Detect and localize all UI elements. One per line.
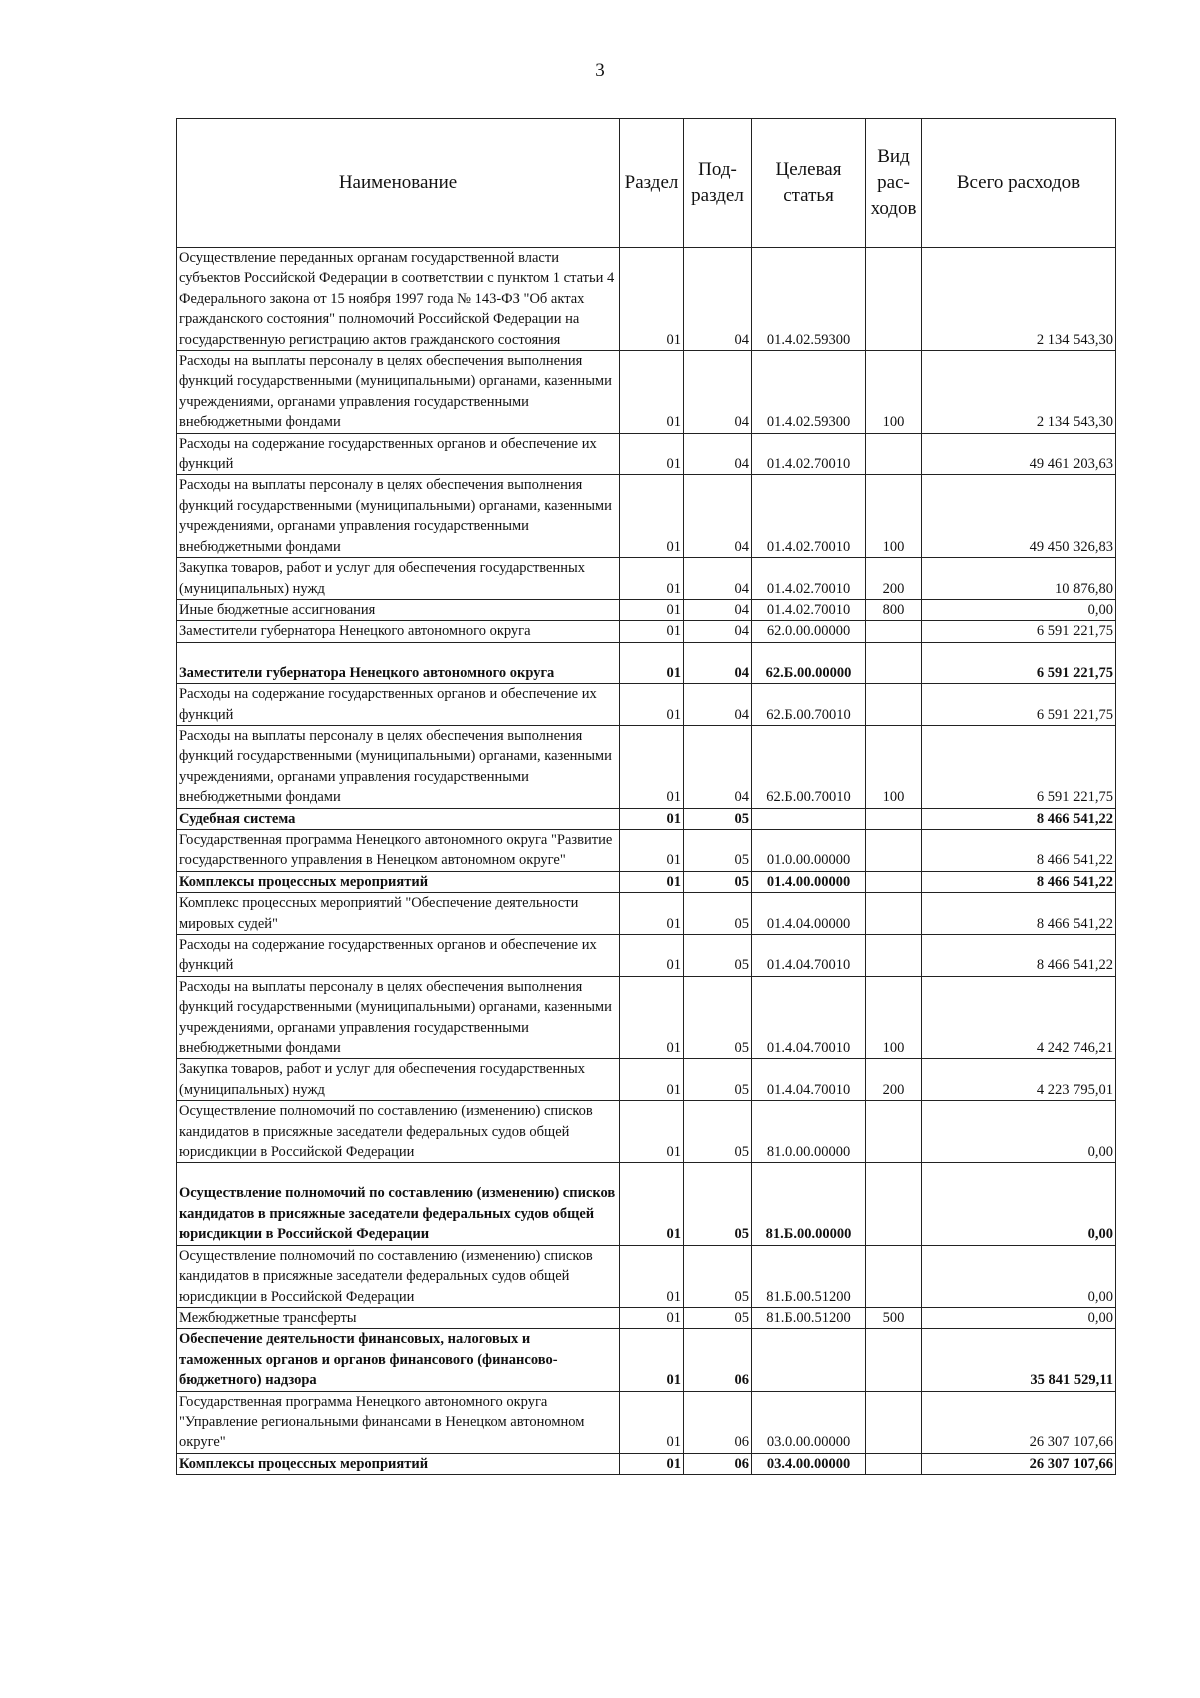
- row-expense-type-cell: [866, 1245, 922, 1307]
- table-row: [177, 433, 1116, 475]
- row-expense-type-cell: [866, 935, 922, 977]
- row-target-cell: [752, 1329, 866, 1391]
- row-section-cell: 01: [620, 642, 684, 683]
- row-target-cell: 01.4.02.70010: [752, 599, 866, 620]
- row-expense-type-cell: 100: [866, 725, 922, 808]
- row-total-cell: 26 307 107,66: [922, 1453, 1116, 1474]
- row-name-cell: Расходы на содержание государственных органов и обеспечение их функций: [177, 433, 620, 475]
- row-total-cell: 6 591 221,75: [922, 642, 1116, 683]
- row-total-cell: 4 242 746,21: [922, 976, 1116, 1059]
- row-total-cell: 8 466 541,22: [922, 829, 1116, 871]
- row-total-cell: 26 307 107,66: [922, 1391, 1116, 1453]
- row-name-cell: Расходы на выплаты персоналу в целях обеспечения выполнения функций государственными (муниципальными) органами, казенными учреждениями, органами управления государственными внебюджетными фондами: [177, 475, 620, 558]
- row-name-cell: Судебная система: [177, 808, 620, 829]
- table-row: [177, 725, 1116, 808]
- table-row: [177, 829, 1116, 871]
- table-row: [177, 248, 1116, 351]
- row-target-cell: 01.4.02.59300: [752, 351, 866, 434]
- table-row: [177, 684, 1116, 726]
- row-subsection-cell: 04: [684, 433, 752, 475]
- row-section-cell: 01: [620, 808, 684, 829]
- row-subsection-cell: 04: [684, 621, 752, 642]
- row-target-cell: 01.4.04.70010: [752, 1059, 866, 1101]
- row-section-cell: 01: [620, 871, 684, 892]
- row-total-cell: 8 466 541,22: [922, 871, 1116, 892]
- table-row: [177, 558, 1116, 600]
- row-subsection-cell: 04: [684, 248, 752, 351]
- table-row: [177, 1453, 1116, 1474]
- row-total-cell: 6 591 221,75: [922, 684, 1116, 726]
- header-target: Целевая статья: [752, 119, 866, 248]
- header-subsection: Под-раздел: [684, 119, 752, 248]
- row-section-cell: 01: [620, 1329, 684, 1391]
- row-subsection-cell: 05: [684, 1245, 752, 1307]
- row-target-cell: 01.4.04.00000: [752, 893, 866, 935]
- row-expense-type-cell: [866, 1163, 922, 1245]
- table-row: [177, 1329, 1116, 1391]
- row-section-cell: 01: [620, 248, 684, 351]
- row-section-cell: 01: [620, 351, 684, 434]
- row-section-cell: 01: [620, 433, 684, 475]
- header-expense-type: Вид рас-ходов: [866, 119, 922, 248]
- row-section-cell: 01: [620, 829, 684, 871]
- row-section-cell: 01: [620, 1101, 684, 1163]
- row-name-cell: Закупка товаров, работ и услуг для обеспечения государственных (муниципальных) нужд: [177, 558, 620, 600]
- row-subsection-cell: 06: [684, 1329, 752, 1391]
- row-target-cell: 62.Б.00.70010: [752, 684, 866, 726]
- table-row: [177, 642, 1116, 683]
- row-target-cell: 01.0.00.00000: [752, 829, 866, 871]
- row-subsection-cell: 05: [684, 976, 752, 1059]
- row-section-cell: 01: [620, 599, 684, 620]
- table-row: [177, 1245, 1116, 1307]
- row-subsection-cell: 04: [684, 725, 752, 808]
- row-subsection-cell: 04: [684, 599, 752, 620]
- budget-table: [176, 118, 1116, 1475]
- row-name-cell: Расходы на выплаты персоналу в целях обеспечения выполнения функций государственными (муниципальными) органами, казенными учреждениями, органами управления государственными внебюджетными фондами: [177, 725, 620, 808]
- row-name-cell: Осуществление полномочий по составлению (изменению) списков кандидатов в присяжные заседатели федеральных судов общей юрисдикции в Российской Федерации: [177, 1163, 620, 1245]
- row-section-cell: 01: [620, 558, 684, 600]
- row-section-cell: 01: [620, 725, 684, 808]
- row-section-cell: 01: [620, 893, 684, 935]
- table-row: [177, 475, 1116, 558]
- row-target-cell: 03.0.00.00000: [752, 1391, 866, 1453]
- row-expense-type-cell: 100: [866, 976, 922, 1059]
- header-name: Наименование: [177, 119, 620, 248]
- row-total-cell: 0,00: [922, 1163, 1116, 1245]
- row-subsection-cell: 05: [684, 1101, 752, 1163]
- row-name-cell: Осуществление переданных органам государственной власти субъектов Российской Федерации в соответствии с пунктом 1 статьи 4 Федерального закона от 15 ноября 1997 года № 143-ФЗ "Об актах гражданского состояния" полномочий Российской Федерации на государственную регистрацию актов гражданского состояния: [177, 248, 620, 351]
- row-total-cell: 6 591 221,75: [922, 725, 1116, 808]
- table-header-row: [177, 119, 1116, 248]
- row-target-cell: 01.4.02.59300: [752, 248, 866, 351]
- row-expense-type-cell: [866, 871, 922, 892]
- row-total-cell: 8 466 541,22: [922, 808, 1116, 829]
- header-section: Раздел: [620, 119, 684, 248]
- row-section-cell: 01: [620, 1163, 684, 1245]
- row-name-cell: Заместители губернатора Ненецкого автономного округа: [177, 621, 620, 642]
- row-target-cell: 01.4.02.70010: [752, 558, 866, 600]
- page-number: 3: [595, 60, 605, 81]
- row-target-cell: 01.4.04.70010: [752, 935, 866, 977]
- row-section-cell: 01: [620, 935, 684, 977]
- row-section-cell: 01: [620, 475, 684, 558]
- row-subsection-cell: 06: [684, 1391, 752, 1453]
- table-body: [177, 248, 1116, 1475]
- row-target-cell: 01.4.00.00000: [752, 871, 866, 892]
- table-row: [177, 1391, 1116, 1453]
- row-target-cell: 62.Б.00.70010: [752, 725, 866, 808]
- row-total-cell: 2 134 543,30: [922, 351, 1116, 434]
- row-section-cell: 01: [620, 976, 684, 1059]
- row-subsection-cell: 05: [684, 871, 752, 892]
- row-target-cell: 01.4.02.70010: [752, 433, 866, 475]
- row-total-cell: 0,00: [922, 1307, 1116, 1328]
- table-row: [177, 893, 1116, 935]
- row-subsection-cell: 05: [684, 808, 752, 829]
- row-subsection-cell: 05: [684, 1059, 752, 1101]
- table-row: [177, 1059, 1116, 1101]
- row-name-cell: Государственная программа Ненецкого автономного округа "Развитие государственного управления в Ненецком автономном округе": [177, 829, 620, 871]
- row-total-cell: 49 461 203,63: [922, 433, 1116, 475]
- row-name-cell: Расходы на выплаты персоналу в целях обеспечения выполнения функций государственными (муниципальными) органами, казенными учреждениями, органами управления государственными внебюджетными фондами: [177, 976, 620, 1059]
- row-target-cell: 01.4.02.70010: [752, 475, 866, 558]
- row-section-cell: 01: [620, 621, 684, 642]
- row-subsection-cell: 04: [684, 558, 752, 600]
- row-name-cell: Расходы на содержание государственных органов и обеспечение их функций: [177, 935, 620, 977]
- row-section-cell: 01: [620, 684, 684, 726]
- row-expense-type-cell: [866, 1391, 922, 1453]
- row-expense-type-cell: [866, 829, 922, 871]
- row-expense-type-cell: [866, 1101, 922, 1163]
- row-subsection-cell: 06: [684, 1453, 752, 1474]
- row-target-cell: 62.Б.00.00000: [752, 642, 866, 683]
- row-total-cell: 4 223 795,01: [922, 1059, 1116, 1101]
- row-total-cell: 35 841 529,11: [922, 1329, 1116, 1391]
- row-name-cell: Закупка товаров, работ и услуг для обеспечения государственных (муниципальных) нужд: [177, 1059, 620, 1101]
- row-subsection-cell: 05: [684, 893, 752, 935]
- row-name-cell: Комплекс процессных мероприятий "Обеспечение деятельности мировых судей": [177, 893, 620, 935]
- row-subsection-cell: 05: [684, 1307, 752, 1328]
- row-total-cell: 49 450 326,83: [922, 475, 1116, 558]
- row-expense-type-cell: 100: [866, 475, 922, 558]
- table-row: [177, 1307, 1116, 1328]
- row-expense-type-cell: [866, 808, 922, 829]
- row-section-cell: 01: [620, 1245, 684, 1307]
- table-row: [177, 1163, 1116, 1245]
- row-name-cell: Расходы на выплаты персоналу в целях обеспечения выполнения функций государственными (муниципальными) органами, казенными учреждениями, органами управления государственными внебюджетными фондами: [177, 351, 620, 434]
- row-section-cell: 01: [620, 1453, 684, 1474]
- row-total-cell: 8 466 541,22: [922, 893, 1116, 935]
- row-subsection-cell: 05: [684, 829, 752, 871]
- row-expense-type-cell: [866, 684, 922, 726]
- row-name-cell: Государственная программа Ненецкого автономного округа "Управление региональными финансами в Ненецком автономном округе": [177, 1391, 620, 1453]
- table-row: [177, 808, 1116, 829]
- row-expense-type-cell: [866, 642, 922, 683]
- table-row: [177, 351, 1116, 434]
- row-name-cell: Осуществление полномочий по составлению (изменению) списков кандидатов в присяжные заседатели федеральных судов общей юрисдикции в Российской Федерации: [177, 1101, 620, 1163]
- row-name-cell: Иные бюджетные ассигнования: [177, 599, 620, 620]
- table-row: [177, 976, 1116, 1059]
- row-target-cell: 62.0.00.00000: [752, 621, 866, 642]
- row-expense-type-cell: 800: [866, 599, 922, 620]
- row-subsection-cell: 04: [684, 351, 752, 434]
- row-total-cell: 0,00: [922, 1245, 1116, 1307]
- row-expense-type-cell: 200: [866, 1059, 922, 1101]
- row-total-cell: 10 876,80: [922, 558, 1116, 600]
- row-expense-type-cell: [866, 433, 922, 475]
- row-subsection-cell: 04: [684, 642, 752, 683]
- row-subsection-cell: 05: [684, 1163, 752, 1245]
- header-total: Всего расходов: [922, 119, 1116, 248]
- row-target-cell: 01.4.04.70010: [752, 976, 866, 1059]
- row-name-cell: Заместители губернатора Ненецкого автономного округа: [177, 642, 620, 683]
- row-name-cell: Обеспечение деятельности финансовых, налоговых и таможенных органов и органов финансового (финансово-бюджетного) надзора: [177, 1329, 620, 1391]
- row-subsection-cell: 04: [684, 475, 752, 558]
- row-name-cell: Расходы на содержание государственных органов и обеспечение их функций: [177, 684, 620, 726]
- row-name-cell: Осуществление полномочий по составлению (изменению) списков кандидатов в присяжные заседатели федеральных судов общей юрисдикции в Российской Федерации: [177, 1245, 620, 1307]
- row-total-cell: 8 466 541,22: [922, 935, 1116, 977]
- row-target-cell: 03.4.00.00000: [752, 1453, 866, 1474]
- row-expense-type-cell: [866, 1453, 922, 1474]
- row-target-cell: 81.0.00.00000: [752, 1101, 866, 1163]
- row-total-cell: 0,00: [922, 1101, 1116, 1163]
- row-expense-type-cell: [866, 1329, 922, 1391]
- table-row: [177, 871, 1116, 892]
- row-total-cell: 2 134 543,30: [922, 248, 1116, 351]
- row-expense-type-cell: 100: [866, 351, 922, 434]
- row-section-cell: 01: [620, 1391, 684, 1453]
- row-target-cell: 81.Б.00.51200: [752, 1307, 866, 1328]
- row-section-cell: 01: [620, 1059, 684, 1101]
- row-name-cell: Межбюджетные трансферты: [177, 1307, 620, 1328]
- row-subsection-cell: 05: [684, 935, 752, 977]
- row-subsection-cell: 04: [684, 684, 752, 726]
- row-expense-type-cell: [866, 621, 922, 642]
- row-target-cell: [752, 808, 866, 829]
- table-row: [177, 621, 1116, 642]
- row-expense-type-cell: [866, 893, 922, 935]
- table-row: [177, 935, 1116, 977]
- row-target-cell: 81.Б.00.51200: [752, 1245, 866, 1307]
- row-name-cell: Комплексы процессных мероприятий: [177, 1453, 620, 1474]
- row-total-cell: 0,00: [922, 599, 1116, 620]
- table-row: [177, 599, 1116, 620]
- row-section-cell: 01: [620, 1307, 684, 1328]
- table-row: [177, 1101, 1116, 1163]
- row-expense-type-cell: 200: [866, 558, 922, 600]
- row-expense-type-cell: [866, 248, 922, 351]
- row-name-cell: Комплексы процессных мероприятий: [177, 871, 620, 892]
- row-target-cell: 81.Б.00.00000: [752, 1163, 866, 1245]
- row-expense-type-cell: 500: [866, 1307, 922, 1328]
- row-total-cell: 6 591 221,75: [922, 621, 1116, 642]
